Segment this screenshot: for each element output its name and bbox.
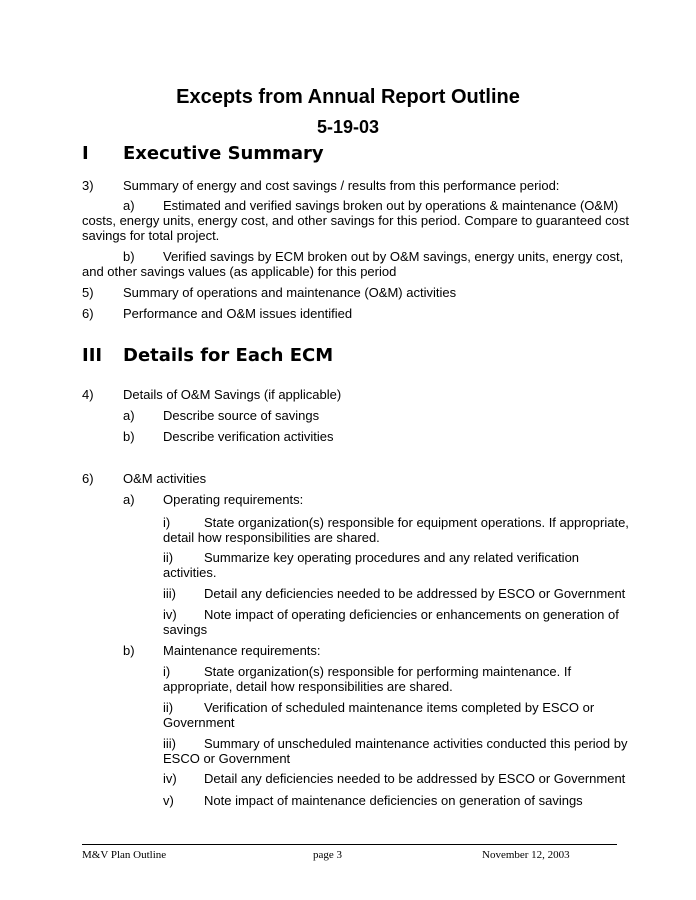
item-4a-text: Describe source of savings <box>163 408 320 423</box>
mnt-iv-line1: Detail any deficiencies needed to be addressed by ESCO or Government <box>204 771 626 786</box>
item-6b-number: 6) <box>82 471 94 486</box>
op-i-label: i) <box>163 515 171 530</box>
item-3a-line2: costs, energy units, energy cost, and other savings for this period. Compare to guaranteed cost <box>82 213 630 228</box>
mnt-iv-label: iv) <box>163 771 177 786</box>
op-iii-label: iii) <box>163 586 176 601</box>
footer-page-number: page 3 <box>313 849 343 861</box>
mnt-ii-label: ii) <box>163 700 174 715</box>
item-6-text: Performance and O&M issues identified <box>123 306 353 321</box>
item-3-text: Summary of energy and cost savings / results from this performance period: <box>123 178 560 193</box>
mnt-ii-line2: Government <box>163 715 235 730</box>
item-6a-text: Operating requirements: <box>163 492 304 507</box>
op-i-line1: State organization(s) responsible for equipment operations. If appropriate, <box>204 515 629 530</box>
item-3b-line2: and other savings values (as applicable) for this period <box>82 264 397 279</box>
mnt-i-line1: State organization(s) responsible for performing maintenance. If <box>204 664 572 679</box>
item-3a-label: a) <box>123 198 135 213</box>
item-4-text: Details of O&M Savings (if applicable) <box>123 387 342 402</box>
section-3-heading: Details for Each ECM <box>123 345 334 366</box>
section-3-number: III <box>82 345 103 366</box>
item-3b-label: b) <box>123 249 135 264</box>
mnt-iii-label: iii) <box>163 736 176 751</box>
item-6a-label: a) <box>123 492 135 507</box>
item-3b-line1: Verified savings by ECM broken out by O&M savings, energy units, energy cost, <box>163 249 624 264</box>
item-4b-text: Describe verification activities <box>163 429 334 444</box>
op-i-line2: detail how responsibilities are shared. <box>163 530 380 545</box>
mnt-v-line1: Note impact of maintenance deficiencies on generation of savings <box>204 793 583 808</box>
item-5-text: Summary of operations and maintenance (O&M) activities <box>123 285 457 300</box>
footer-divider <box>82 844 617 845</box>
mnt-v-label: v) <box>163 793 174 808</box>
mnt-i-line2: appropriate, detail how responsibilities are shared. <box>163 679 453 694</box>
mnt-iii-line2: ESCO or Government <box>163 751 291 766</box>
op-iv-line2: savings <box>163 622 208 637</box>
section-1-number: I <box>82 143 89 164</box>
item-6b-label: b) <box>123 643 135 658</box>
op-iv-line1: Note impact of operating deficiencies or enhancements on generation of <box>204 607 619 622</box>
item-4-number: 4) <box>82 387 94 402</box>
document-date: 5-19-03 <box>316 117 380 137</box>
op-ii-line1: Summarize key operating procedures and any related verification <box>204 550 580 565</box>
item-6b-text: O&M activities <box>123 471 207 486</box>
footer-date: November 12, 2003 <box>482 849 570 861</box>
item-3a-line3: savings for total project. <box>82 228 220 243</box>
item-5-number: 5) <box>82 285 94 300</box>
item-6-number: 6) <box>82 306 94 321</box>
mnt-iii-line1: Summary of unscheduled maintenance activities conducted this period by <box>204 736 628 751</box>
footer-left: M&V Plan Outline <box>82 849 167 861</box>
item-3a-line1: Estimated and verified savings broken out by operations & maintenance (O&M) <box>163 198 619 213</box>
op-ii-label: ii) <box>163 550 174 565</box>
item-6b-heading: Maintenance requirements: <box>163 643 321 658</box>
item-4b-label: b) <box>123 429 135 444</box>
op-iii-line1: Detail any deficiencies needed to be addressed by ESCO or Government <box>204 586 626 601</box>
mnt-ii-line1: Verification of scheduled maintenance items completed by ESCO or <box>204 700 595 715</box>
mnt-i-label: i) <box>163 664 171 679</box>
op-iv-label: iv) <box>163 607 177 622</box>
section-1-heading: Executive Summary <box>123 143 324 164</box>
item-3-number: 3) <box>82 178 94 193</box>
document-title: Excepts from Annual Report Outline <box>176 86 520 108</box>
item-4a-label: a) <box>123 408 135 423</box>
op-ii-line2: activities. <box>163 565 217 580</box>
